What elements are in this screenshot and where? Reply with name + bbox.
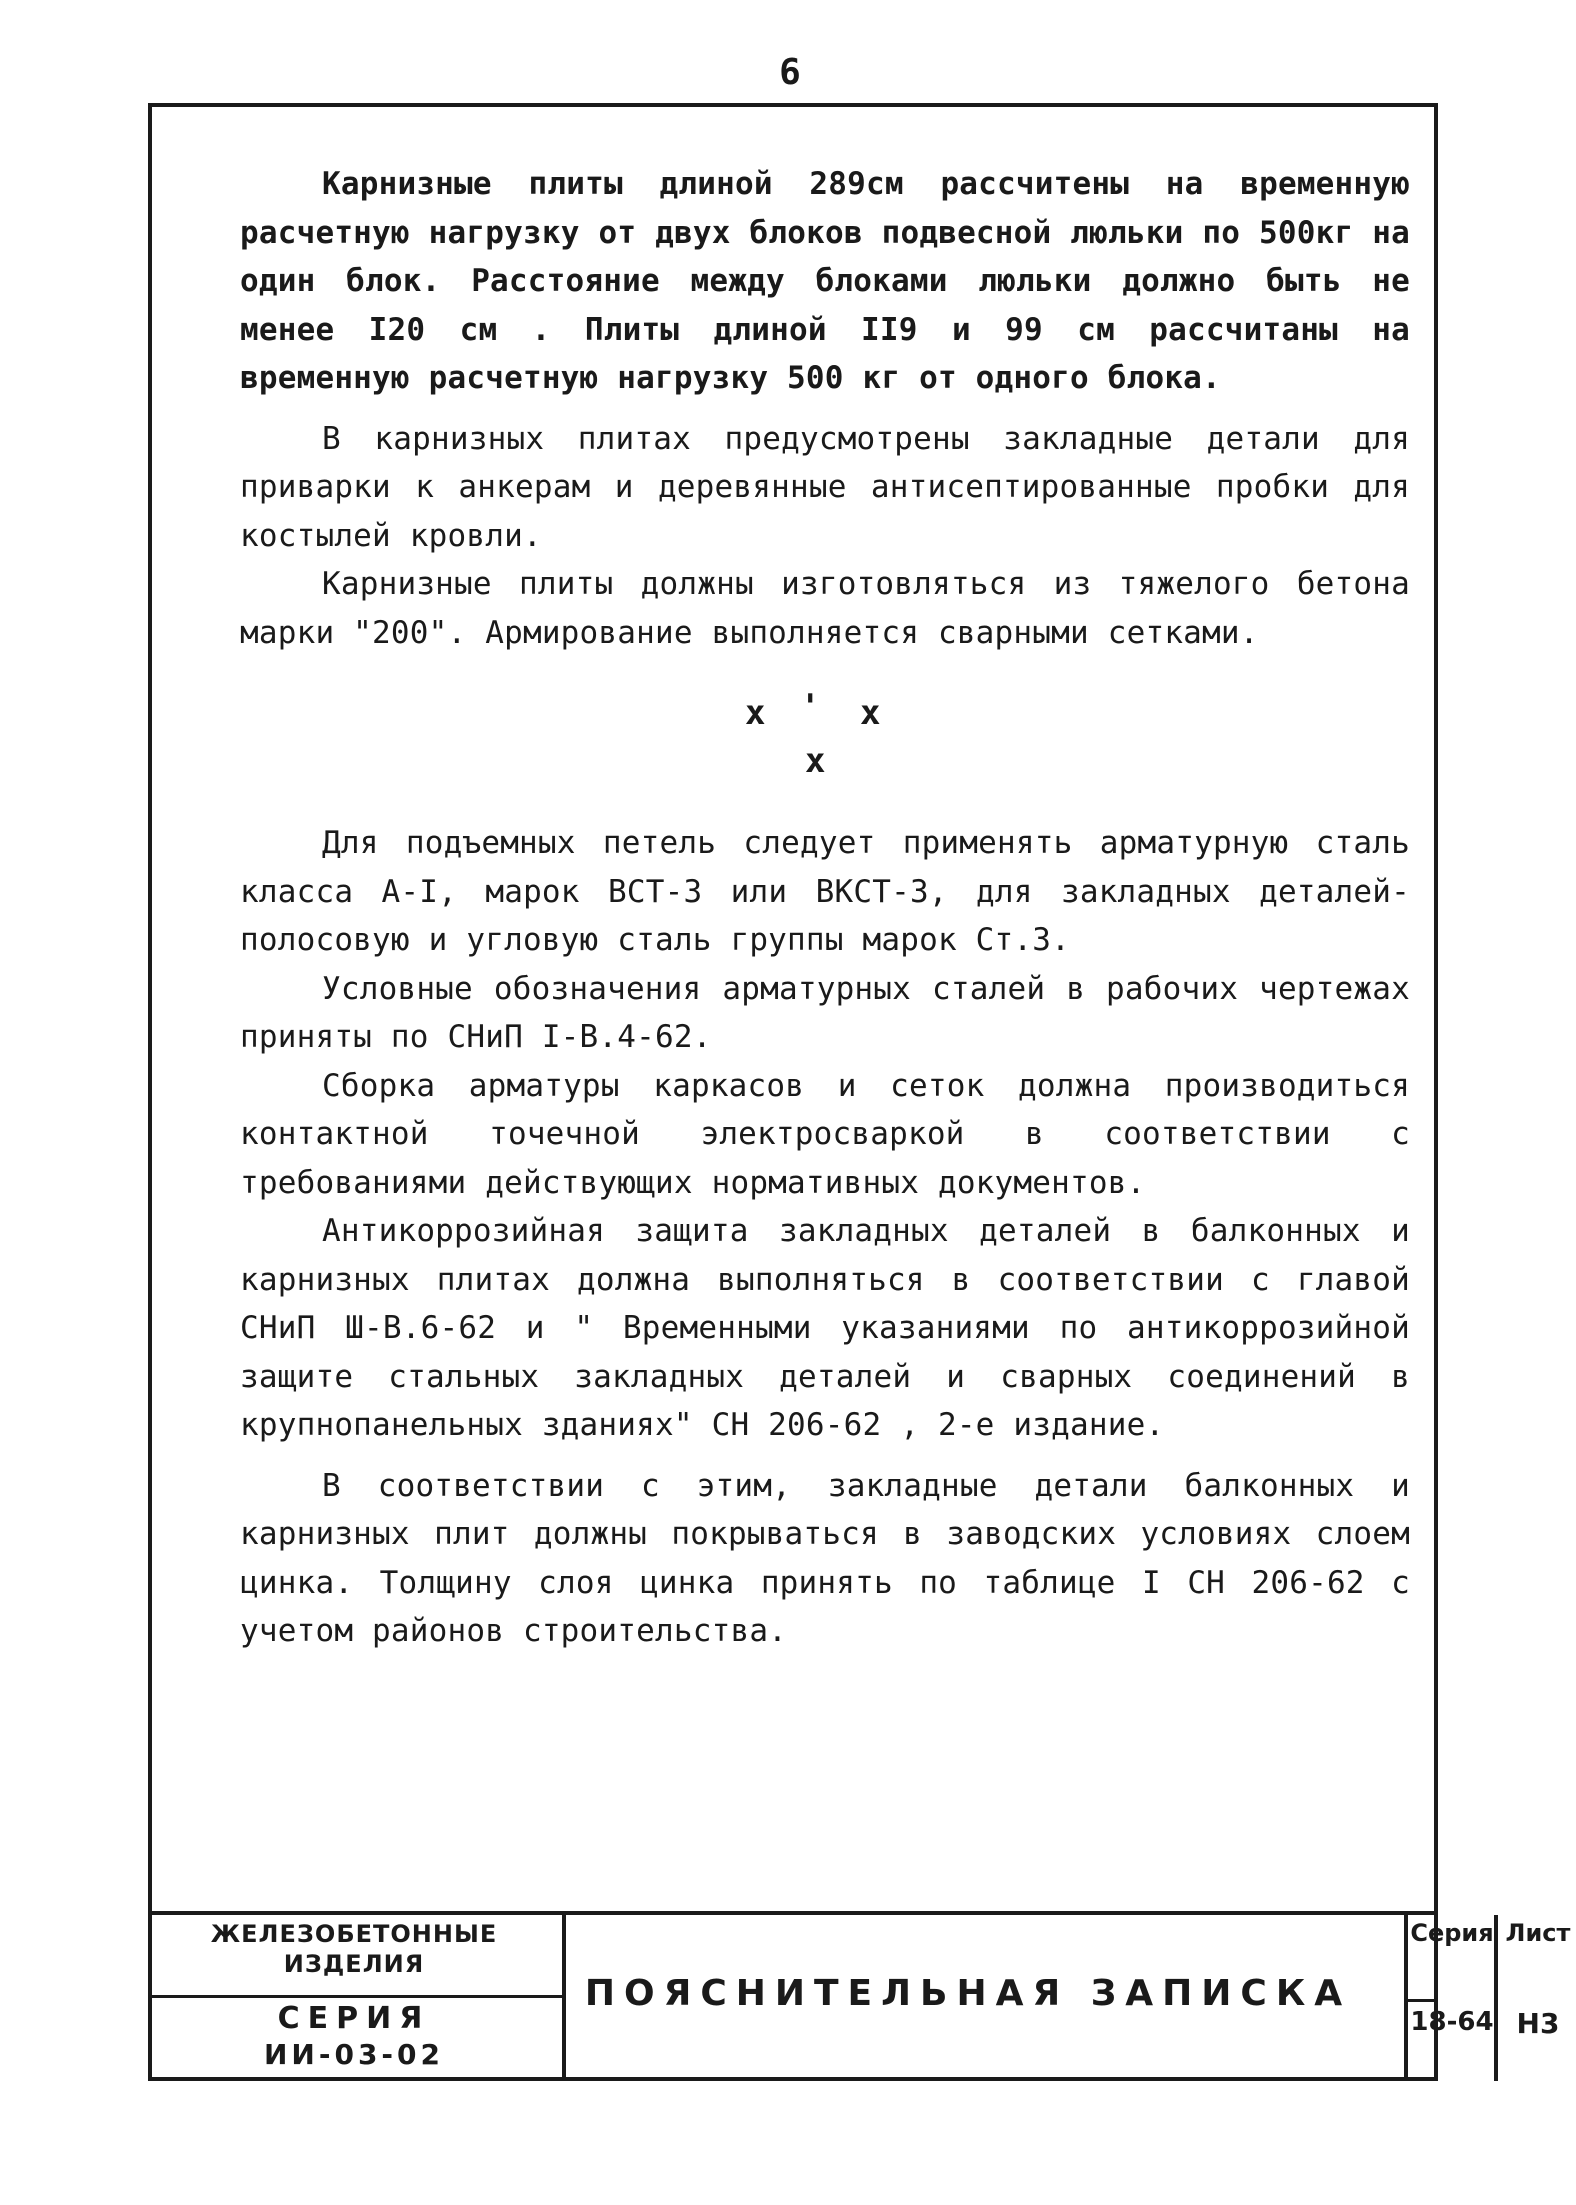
title-block — [148, 1911, 1571, 2081]
title-block-divider — [562, 1915, 566, 2081]
paragraph-assembly: Сборка арматуры каркасов и сеток должна производиться контактной точечной электросваркой в соответствии с требованиями действующих нормативных документов. — [240, 1067, 1410, 1201]
explanatory-text — [240, 160, 1410, 1668]
series-code: ИИ-03-02 — [263, 2038, 445, 2071]
series-header: Серия — [1410, 1919, 1494, 1947]
paragraph-zinc: В соответствии с этим, закладные детали балконных и карнизных плит должны покрываться в заводских условиях слоем цинка. Толщину слоя цинка принять по таблице I СН 206-62 с учетом районов строительства. — [240, 1467, 1410, 1649]
paragraph-symbols: Условные обозначения арматурных сталей в рабочих чертежах приняты по СНиП I-В.4-62. — [240, 970, 1410, 1055]
page-number: 6 — [779, 52, 801, 93]
paragraph-cornice-load: Карнизные плиты длиной 289см рассчитены на временную расчетную нагрузку от двух блоков подвесной люльки по 500кг на один блок. Расстояние между блоками люльки должно быть не менее I20 см . Плиты длиной II9 и 99 см рассчитаны на временную расчетную нагрузку 500 кг от одного блока. — [240, 166, 1410, 396]
separator-mark: х — [805, 741, 826, 781]
paragraph-lifting-loops: Для подъемных петель следует применять арматурную сталь класса А-I, марок ВСТ-3 или ВКСТ-3, для закладных деталей-полосовую и угловую сталь группы марок Ст.3. — [240, 825, 1410, 958]
paragraph-embedded-parts: В карнизных плитах предусмотрены закладные детали для приварки к анкерам и деревянные антисептированные пробки для костылей кровли. — [240, 420, 1410, 554]
title-block-divider — [148, 1995, 562, 1998]
section-separator — [240, 669, 1410, 819]
organization-name: ЖЕЛЕЗОБЕТОННЫЕ ИЗДЕЛИЯ — [210, 1920, 498, 1978]
separator-mark: х — [860, 693, 881, 733]
sheet-header: Лист — [1505, 1919, 1571, 1947]
paragraph-concrete-grade: Карнизные плиты должны изготовляться из тяжелого бетона марки "200". Армирование выполняется сварными сетками. — [240, 566, 1410, 651]
separator-mark: х — [745, 693, 766, 733]
sheet-value: Н3 — [1516, 2007, 1560, 2040]
series-label: СЕРИЯ — [277, 2001, 431, 2036]
title-block-divider — [1404, 1999, 1438, 2002]
paragraph-corrosion: Антикоррозийная защита закладных деталей в балконных и карнизных плитах должна выполняться в соответствии с главой СНиП Ш-В.6-62 и " Временными указаниями по антикоррозийной защите стальных закладных деталей и сварных соединений в крупнопанельных зданиях" СН 206-62 , 2-е издание. — [240, 1213, 1410, 1443]
series-value: 18-64 — [1410, 2007, 1494, 2037]
title-block-divider — [1404, 1915, 1408, 2081]
separator-mark: ' — [800, 687, 821, 727]
document-title: ПОЯСНИТЕЛЬНАЯ ЗАПИСКА — [584, 1973, 1352, 2014]
